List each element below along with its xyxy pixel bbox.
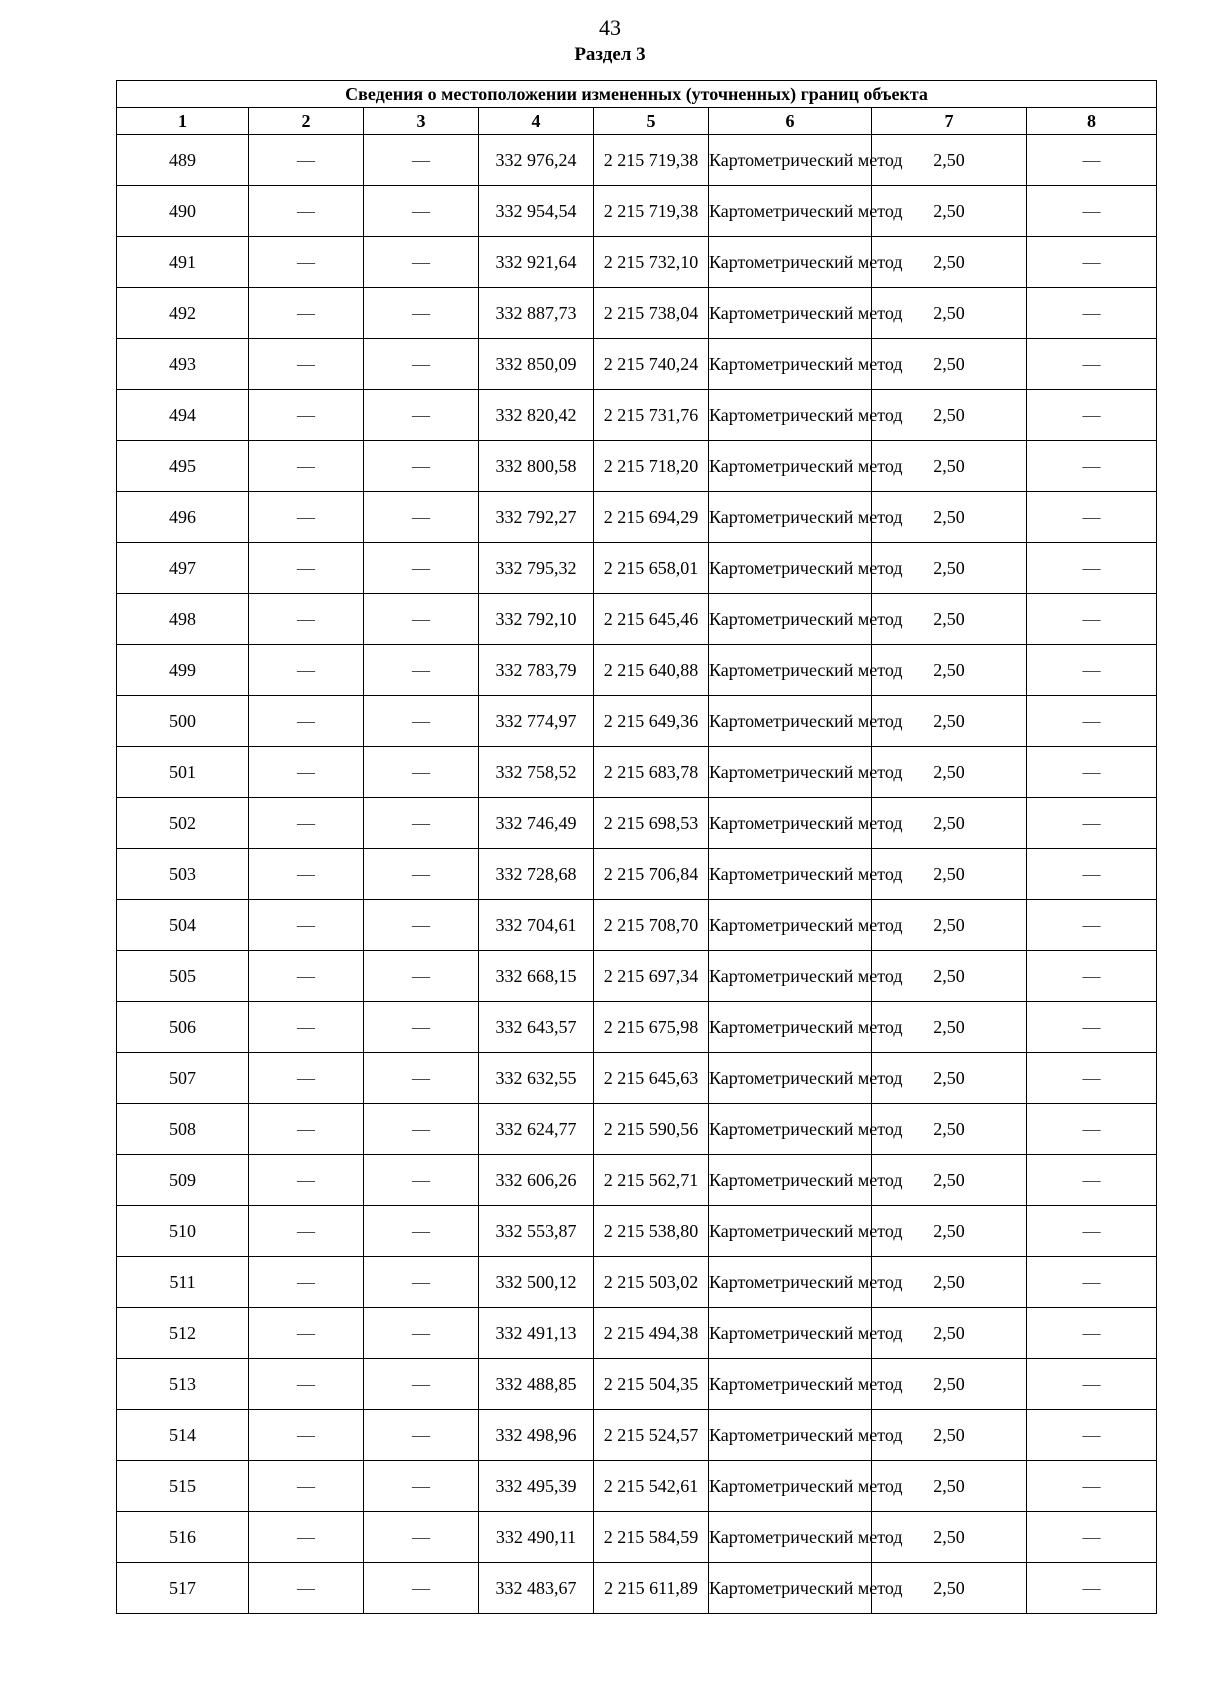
dash-cell: —: [364, 594, 479, 645]
dash-cell: —: [364, 339, 479, 390]
point-number-cell: 489: [117, 135, 249, 186]
method-cell: Картометрический метод: [709, 1563, 872, 1614]
accuracy-cell: 2,50: [872, 594, 1027, 645]
method-cell: Картометрический метод: [709, 798, 872, 849]
dash-cell: —: [1027, 135, 1157, 186]
column-number: 7: [872, 108, 1027, 135]
y-coordinate-cell: 2 215 718,20: [594, 441, 709, 492]
y-coordinate-cell: 2 215 708,70: [594, 900, 709, 951]
dash-cell: —: [364, 1104, 479, 1155]
dash-cell: —: [249, 441, 364, 492]
x-coordinate-cell: 332 792,10: [479, 594, 594, 645]
method-cell: Картометрический метод: [709, 849, 872, 900]
table-row: [117, 288, 1157, 339]
method-cell: Картометрический метод: [709, 1053, 872, 1104]
dash-cell: —: [249, 1308, 364, 1359]
x-coordinate-cell: 332 795,32: [479, 543, 594, 594]
dash-cell: —: [249, 1104, 364, 1155]
dash-cell: —: [364, 1563, 479, 1614]
dash-cell: —: [364, 288, 479, 339]
x-coordinate-cell: 332 774,97: [479, 696, 594, 747]
x-coordinate-cell: 332 746,49: [479, 798, 594, 849]
dash-cell: —: [364, 696, 479, 747]
accuracy-cell: 2,50: [872, 135, 1027, 186]
x-coordinate-cell: 332 728,68: [479, 849, 594, 900]
y-coordinate-cell: 2 215 731,76: [594, 390, 709, 441]
dash-cell: —: [249, 594, 364, 645]
dash-cell: —: [249, 1410, 364, 1461]
accuracy-cell: 2,50: [872, 288, 1027, 339]
method-cell: Картометрический метод: [709, 1512, 872, 1563]
accuracy-cell: 2,50: [872, 1104, 1027, 1155]
dash-cell: —: [249, 1257, 364, 1308]
dash-cell: —: [249, 288, 364, 339]
dash-cell: —: [364, 747, 479, 798]
point-number-cell: 496: [117, 492, 249, 543]
y-coordinate-cell: 2 215 524,57: [594, 1410, 709, 1461]
dash-cell: —: [364, 1002, 479, 1053]
y-coordinate-cell: 2 215 584,59: [594, 1512, 709, 1563]
accuracy-cell: 2,50: [872, 339, 1027, 390]
accuracy-cell: 2,50: [872, 849, 1027, 900]
x-coordinate-cell: 332 850,09: [479, 339, 594, 390]
dash-cell: —: [249, 849, 364, 900]
table-row: [117, 186, 1157, 237]
accuracy-cell: 2,50: [872, 1002, 1027, 1053]
dash-cell: —: [249, 1512, 364, 1563]
x-coordinate-cell: 332 624,77: [479, 1104, 594, 1155]
y-coordinate-cell: 2 215 590,56: [594, 1104, 709, 1155]
column-number-row: [117, 108, 1157, 135]
y-coordinate-cell: 2 215 538,80: [594, 1206, 709, 1257]
table-row: [117, 1155, 1157, 1206]
method-cell: Картометрический метод: [709, 441, 872, 492]
dash-cell: —: [364, 798, 479, 849]
column-number: 1: [117, 108, 249, 135]
method-cell: Картометрический метод: [709, 951, 872, 1002]
dash-cell: —: [1027, 441, 1157, 492]
table-row: [117, 390, 1157, 441]
x-coordinate-cell: 332 704,61: [479, 900, 594, 951]
y-coordinate-cell: 2 215 719,38: [594, 135, 709, 186]
point-number-cell: 502: [117, 798, 249, 849]
dash-cell: —: [364, 441, 479, 492]
y-coordinate-cell: 2 215 719,38: [594, 186, 709, 237]
method-cell: Картометрический метод: [709, 135, 872, 186]
method-cell: Картометрический метод: [709, 645, 872, 696]
point-number-cell: 517: [117, 1563, 249, 1614]
dash-cell: —: [249, 1053, 364, 1104]
accuracy-cell: 2,50: [872, 951, 1027, 1002]
y-coordinate-cell: 2 215 732,10: [594, 237, 709, 288]
dash-cell: —: [364, 1359, 479, 1410]
point-number-cell: 515: [117, 1461, 249, 1512]
y-coordinate-cell: 2 215 697,34: [594, 951, 709, 1002]
section-title: Раздел 3: [574, 44, 646, 65]
dash-cell: —: [1027, 1359, 1157, 1410]
point-number-cell: 508: [117, 1104, 249, 1155]
dash-cell: —: [1027, 492, 1157, 543]
dash-cell: —: [1027, 1104, 1157, 1155]
dash-cell: —: [364, 645, 479, 696]
dash-cell: —: [1027, 1155, 1157, 1206]
table-title-row: [117, 81, 1157, 108]
dash-cell: —: [364, 135, 479, 186]
point-number-cell: 507: [117, 1053, 249, 1104]
y-coordinate-cell: 2 215 675,98: [594, 1002, 709, 1053]
y-coordinate-cell: 2 215 658,01: [594, 543, 709, 594]
method-cell: Картометрический метод: [709, 543, 872, 594]
point-number-cell: 503: [117, 849, 249, 900]
accuracy-cell: 2,50: [872, 1206, 1027, 1257]
dash-cell: —: [249, 798, 364, 849]
dash-cell: —: [249, 186, 364, 237]
method-cell: Картометрический метод: [709, 594, 872, 645]
point-number-cell: 509: [117, 1155, 249, 1206]
y-coordinate-cell: 2 215 494,38: [594, 1308, 709, 1359]
accuracy-cell: 2,50: [872, 1257, 1027, 1308]
table-row: [117, 237, 1157, 288]
accuracy-cell: 2,50: [872, 696, 1027, 747]
point-number-cell: 491: [117, 237, 249, 288]
dash-cell: —: [364, 237, 479, 288]
table-row: [117, 594, 1157, 645]
dash-cell: —: [364, 390, 479, 441]
table-row: [117, 1512, 1157, 1563]
dash-cell: —: [364, 1053, 479, 1104]
x-coordinate-cell: 332 792,27: [479, 492, 594, 543]
point-number-cell: 498: [117, 594, 249, 645]
y-coordinate-cell: 2 215 542,61: [594, 1461, 709, 1512]
dash-cell: —: [1027, 747, 1157, 798]
y-coordinate-cell: 2 215 504,35: [594, 1359, 709, 1410]
method-cell: Картометрический метод: [709, 288, 872, 339]
accuracy-cell: 2,50: [872, 492, 1027, 543]
x-coordinate-cell: 332 820,42: [479, 390, 594, 441]
dash-cell: —: [249, 900, 364, 951]
x-coordinate-cell: 332 800,58: [479, 441, 594, 492]
accuracy-cell: 2,50: [872, 1410, 1027, 1461]
dash-cell: —: [364, 1257, 479, 1308]
accuracy-cell: 2,50: [872, 237, 1027, 288]
x-coordinate-cell: 332 495,39: [479, 1461, 594, 1512]
table-row: [117, 1461, 1157, 1512]
point-number-cell: 492: [117, 288, 249, 339]
point-number-cell: 510: [117, 1206, 249, 1257]
y-coordinate-cell: 2 215 683,78: [594, 747, 709, 798]
table-row: [117, 747, 1157, 798]
x-coordinate-cell: 332 632,55: [479, 1053, 594, 1104]
table-row: [117, 543, 1157, 594]
dash-cell: —: [364, 186, 479, 237]
dash-cell: —: [1027, 1308, 1157, 1359]
dash-cell: —: [1027, 1053, 1157, 1104]
x-coordinate-cell: 332 483,67: [479, 1563, 594, 1614]
table-row: [117, 798, 1157, 849]
point-number-cell: 493: [117, 339, 249, 390]
method-cell: Картометрический метод: [709, 1002, 872, 1053]
method-cell: Картометрический метод: [709, 747, 872, 798]
y-coordinate-cell: 2 215 740,24: [594, 339, 709, 390]
dash-cell: —: [1027, 900, 1157, 951]
dash-cell: —: [364, 543, 479, 594]
x-coordinate-cell: 332 553,87: [479, 1206, 594, 1257]
accuracy-cell: 2,50: [872, 543, 1027, 594]
accuracy-cell: 2,50: [872, 186, 1027, 237]
method-cell: Картометрический метод: [709, 1257, 872, 1308]
accuracy-cell: 2,50: [872, 1461, 1027, 1512]
x-coordinate-cell: 332 758,52: [479, 747, 594, 798]
point-number-cell: 506: [117, 1002, 249, 1053]
x-coordinate-cell: 332 606,26: [479, 1155, 594, 1206]
method-cell: Картометрический метод: [709, 1104, 872, 1155]
x-coordinate-cell: 332 921,64: [479, 237, 594, 288]
dash-cell: —: [1027, 645, 1157, 696]
y-coordinate-cell: 2 215 649,36: [594, 696, 709, 747]
boundary-coordinates-table: [116, 80, 1157, 1614]
x-coordinate-cell: 332 954,54: [479, 186, 594, 237]
dash-cell: —: [364, 849, 479, 900]
accuracy-cell: 2,50: [872, 900, 1027, 951]
column-number: 5: [594, 108, 709, 135]
y-coordinate-cell: 2 215 645,63: [594, 1053, 709, 1104]
dash-cell: —: [249, 696, 364, 747]
dash-cell: —: [249, 645, 364, 696]
point-number-cell: 494: [117, 390, 249, 441]
table-row: [117, 696, 1157, 747]
point-number-cell: 514: [117, 1410, 249, 1461]
accuracy-cell: 2,50: [872, 798, 1027, 849]
table-row: [117, 1308, 1157, 1359]
y-coordinate-cell: 2 215 706,84: [594, 849, 709, 900]
dash-cell: —: [1027, 1410, 1157, 1461]
dash-cell: —: [1027, 237, 1157, 288]
x-coordinate-cell: 332 490,11: [479, 1512, 594, 1563]
dash-cell: —: [249, 1155, 364, 1206]
dash-cell: —: [1027, 849, 1157, 900]
x-coordinate-cell: 332 488,85: [479, 1359, 594, 1410]
dash-cell: —: [364, 492, 479, 543]
dash-cell: —: [364, 1461, 479, 1512]
accuracy-cell: 2,50: [872, 1053, 1027, 1104]
dash-cell: —: [364, 900, 479, 951]
accuracy-cell: 2,50: [872, 1359, 1027, 1410]
dash-cell: —: [1027, 951, 1157, 1002]
dash-cell: —: [249, 951, 364, 1002]
x-coordinate-cell: 332 500,12: [479, 1257, 594, 1308]
table-body: [117, 135, 1157, 1614]
table-row: [117, 951, 1157, 1002]
dash-cell: —: [1027, 288, 1157, 339]
point-number-cell: 512: [117, 1308, 249, 1359]
dash-cell: —: [364, 1512, 479, 1563]
dash-cell: —: [1027, 186, 1157, 237]
dash-cell: —: [1027, 1257, 1157, 1308]
accuracy-cell: 2,50: [872, 747, 1027, 798]
column-number: 6: [709, 108, 872, 135]
x-coordinate-cell: 332 643,57: [479, 1002, 594, 1053]
column-number: 8: [1027, 108, 1157, 135]
table-row: [117, 849, 1157, 900]
x-coordinate-cell: 332 976,24: [479, 135, 594, 186]
method-cell: Картометрический метод: [709, 1461, 872, 1512]
accuracy-cell: 2,50: [872, 1512, 1027, 1563]
point-number-cell: 511: [117, 1257, 249, 1308]
method-cell: Картометрический метод: [709, 1308, 872, 1359]
dash-cell: —: [1027, 594, 1157, 645]
method-cell: Картометрический метод: [709, 1155, 872, 1206]
point-number-cell: 495: [117, 441, 249, 492]
dash-cell: —: [249, 1359, 364, 1410]
accuracy-cell: 2,50: [872, 1563, 1027, 1614]
y-coordinate-cell: 2 215 503,02: [594, 1257, 709, 1308]
y-coordinate-cell: 2 215 611,89: [594, 1563, 709, 1614]
x-coordinate-cell: 332 498,96: [479, 1410, 594, 1461]
dash-cell: —: [249, 1002, 364, 1053]
dash-cell: —: [1027, 798, 1157, 849]
method-cell: Картометрический метод: [709, 1206, 872, 1257]
method-cell: Картометрический метод: [709, 1359, 872, 1410]
y-coordinate-cell: 2 215 694,29: [594, 492, 709, 543]
dash-cell: —: [249, 339, 364, 390]
y-coordinate-cell: 2 215 640,88: [594, 645, 709, 696]
table-row: [117, 492, 1157, 543]
method-cell: Картометрический метод: [709, 237, 872, 288]
table-row: [117, 135, 1157, 186]
point-number-cell: 499: [117, 645, 249, 696]
accuracy-cell: 2,50: [872, 1155, 1027, 1206]
dash-cell: —: [249, 135, 364, 186]
x-coordinate-cell: 332 668,15: [479, 951, 594, 1002]
table-row: [117, 441, 1157, 492]
table-row: [117, 1359, 1157, 1410]
table-row: [117, 1053, 1157, 1104]
point-number-cell: 500: [117, 696, 249, 747]
dash-cell: —: [364, 1308, 479, 1359]
point-number-cell: 501: [117, 747, 249, 798]
point-number-cell: 513: [117, 1359, 249, 1410]
point-number-cell: 505: [117, 951, 249, 1002]
point-number-cell: 497: [117, 543, 249, 594]
dash-cell: —: [1027, 1461, 1157, 1512]
column-number: 4: [479, 108, 594, 135]
dash-cell: —: [249, 543, 364, 594]
table-row: [117, 1104, 1157, 1155]
dash-cell: —: [1027, 1206, 1157, 1257]
dash-cell: —: [1027, 390, 1157, 441]
method-cell: Картометрический метод: [709, 1410, 872, 1461]
dash-cell: —: [249, 1206, 364, 1257]
table-row: [117, 645, 1157, 696]
dash-cell: —: [1027, 1512, 1157, 1563]
accuracy-cell: 2,50: [872, 441, 1027, 492]
dash-cell: —: [249, 1461, 364, 1512]
table-row: [117, 1410, 1157, 1461]
dash-cell: —: [364, 1155, 479, 1206]
column-number: 3: [364, 108, 479, 135]
table-row: [117, 900, 1157, 951]
point-number-cell: 516: [117, 1512, 249, 1563]
y-coordinate-cell: 2 215 562,71: [594, 1155, 709, 1206]
x-coordinate-cell: 332 491,13: [479, 1308, 594, 1359]
dash-cell: —: [1027, 1563, 1157, 1614]
table-row: [117, 339, 1157, 390]
y-coordinate-cell: 2 215 645,46: [594, 594, 709, 645]
x-coordinate-cell: 332 783,79: [479, 645, 594, 696]
method-cell: Картометрический метод: [709, 492, 872, 543]
table-title: Сведения о местоположении измененных (уточненных) границ объекта: [117, 81, 1157, 108]
table-row: [117, 1257, 1157, 1308]
y-coordinate-cell: 2 215 738,04: [594, 288, 709, 339]
dash-cell: —: [364, 951, 479, 1002]
dash-cell: —: [249, 747, 364, 798]
point-number-cell: 504: [117, 900, 249, 951]
table-row: [117, 1002, 1157, 1053]
method-cell: Картометрический метод: [709, 339, 872, 390]
x-coordinate-cell: 332 887,73: [479, 288, 594, 339]
page-number: 43: [599, 15, 621, 40]
accuracy-cell: 2,50: [872, 645, 1027, 696]
dash-cell: —: [1027, 339, 1157, 390]
table-row: [117, 1563, 1157, 1614]
dash-cell: —: [249, 390, 364, 441]
method-cell: Картометрический метод: [709, 900, 872, 951]
dash-cell: —: [1027, 696, 1157, 747]
dash-cell: —: [249, 237, 364, 288]
dash-cell: —: [1027, 1002, 1157, 1053]
dash-cell: —: [1027, 543, 1157, 594]
accuracy-cell: 2,50: [872, 1308, 1027, 1359]
accuracy-cell: 2,50: [872, 390, 1027, 441]
method-cell: Картометрический метод: [709, 390, 872, 441]
dash-cell: —: [249, 492, 364, 543]
dash-cell: —: [364, 1410, 479, 1461]
point-number-cell: 490: [117, 186, 249, 237]
y-coordinate-cell: 2 215 698,53: [594, 798, 709, 849]
table-row: [117, 1206, 1157, 1257]
column-number: 2: [249, 108, 364, 135]
method-cell: Картометрический метод: [709, 186, 872, 237]
method-cell: Картометрический метод: [709, 696, 872, 747]
dash-cell: —: [249, 1563, 364, 1614]
dash-cell: —: [364, 1206, 479, 1257]
